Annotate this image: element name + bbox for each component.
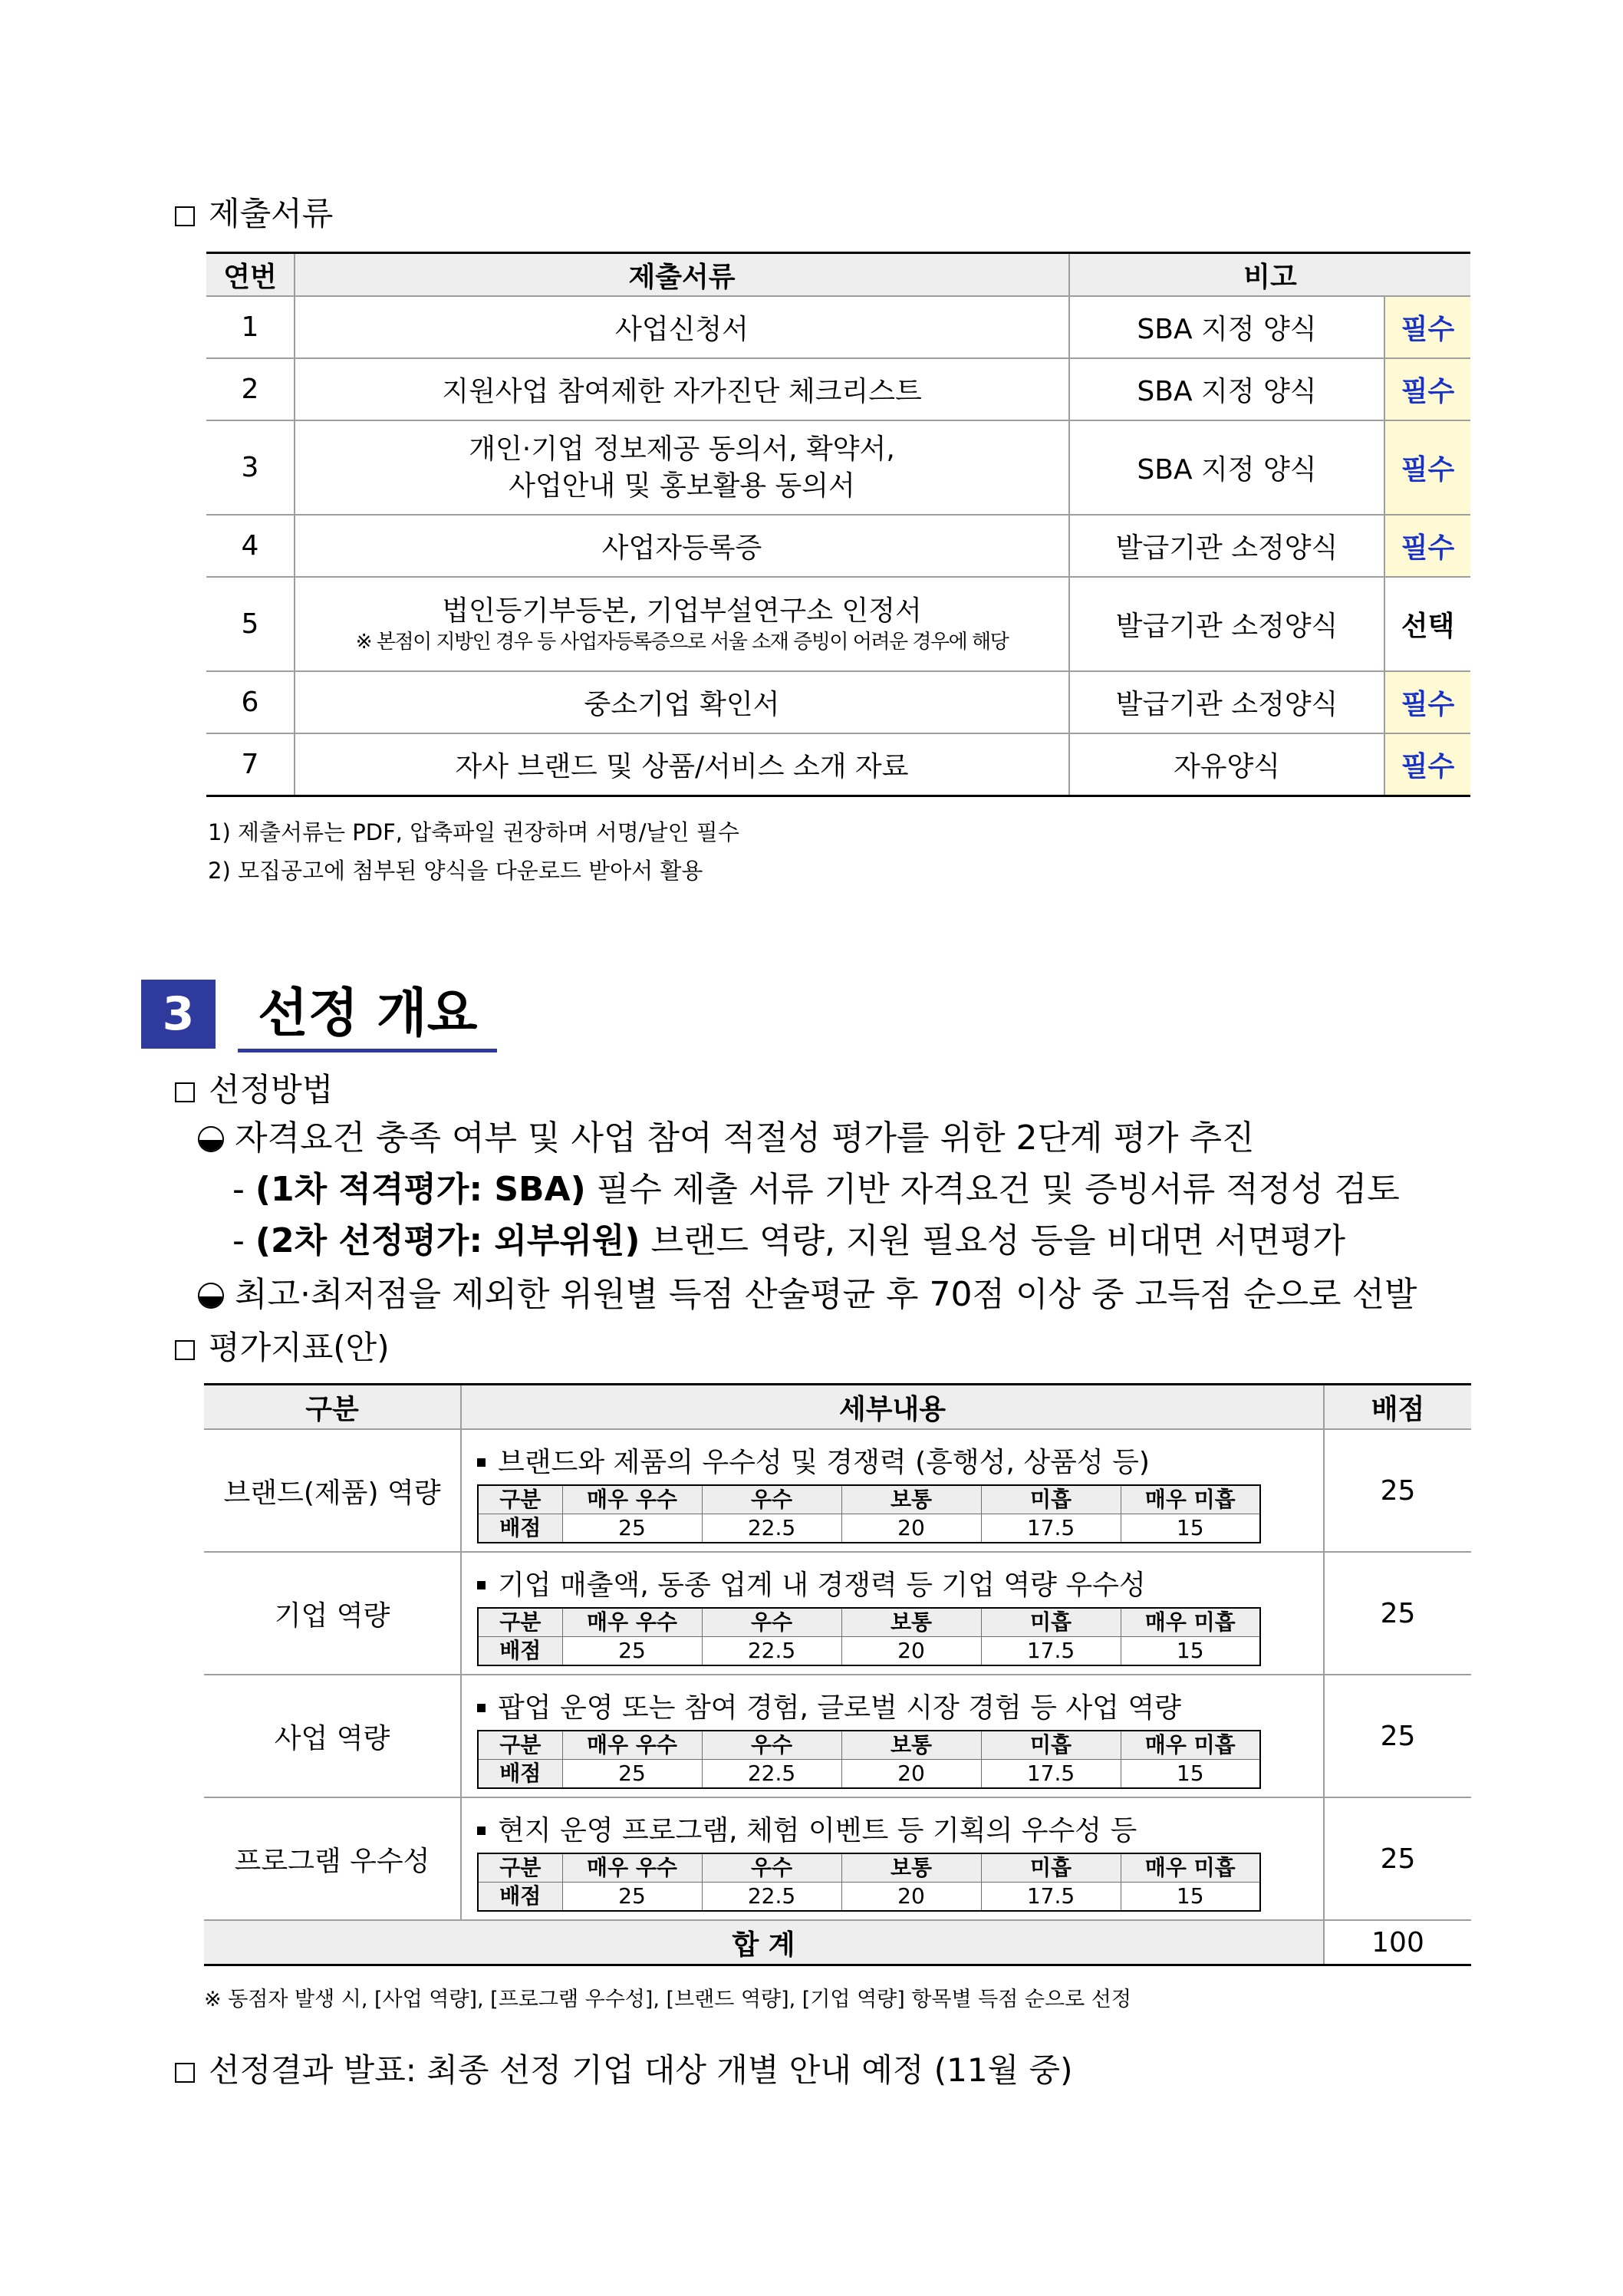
eval-detail-text: 브랜드와 제품의 우수성 및 경쟁력 (흥행성, 상품성 등) — [498, 1446, 1150, 1478]
half-circle-bullet-icon — [198, 1126, 224, 1152]
document-name — [295, 577, 1069, 671]
status-badge: 필수 — [1384, 515, 1470, 577]
row-number: 2 — [206, 358, 295, 420]
document-name: 지원사업 참여제한 자가진단 체크리스트 — [295, 358, 1069, 420]
square-bullet-icon — [477, 1704, 486, 1712]
table-row — [204, 1552, 1471, 1675]
document-note: 발급기관 소정양식 — [1069, 515, 1384, 577]
method-heading: 선정방법 — [175, 1069, 333, 1112]
total-value: 100 — [1324, 1920, 1471, 1965]
document-name: 사업자등록증 — [295, 515, 1069, 577]
score-scale-table: 구분 매우 우수 우수 보통 미흡 매우 미흡 배점 25 22.5 20 17.5 15 — [477, 1730, 1261, 1789]
eval-category: 브랜드(제품) 역량 — [204, 1429, 461, 1552]
eval-score: 25 — [1324, 1552, 1471, 1675]
col-header-no: 연번 — [206, 253, 295, 297]
eval-score: 25 — [1324, 1675, 1471, 1797]
document-name: 사업신청서 — [295, 296, 1069, 358]
row-number: 3 — [206, 420, 295, 515]
row-number: 5 — [206, 577, 295, 671]
status-badge: 필수 — [1384, 358, 1470, 420]
row-number: 4 — [206, 515, 295, 577]
result-heading: 선정결과 발표: 최종 선정 기업 대상 개별 안내 예정 (11월 중) — [175, 2049, 1072, 2092]
eval-score: 25 — [1324, 1797, 1471, 1920]
square-bullet-icon — [477, 1827, 486, 1835]
table-row — [204, 1797, 1471, 1920]
eval-category: 기업 역량 — [204, 1552, 461, 1675]
score-scale-table: 구분 매우 우수 우수 보통 미흡 매우 미흡 배점 25 22.5 20 17.5 15 — [477, 1853, 1261, 1912]
indicator-heading: 평가지표(안) — [175, 1326, 390, 1369]
document-name-line2: 사업안내 및 홍보활용 동의서 — [509, 469, 855, 502]
col-header-category: 구분 — [204, 1385, 461, 1430]
eval-detail — [461, 1429, 1324, 1552]
document-note-small: ※ 본점이 지방인 경우 등 사업자등록증으로 서울 소재 증빙이 어려운 경우에 해당 — [355, 630, 1009, 654]
section-title: 선정 개요 — [238, 980, 497, 1052]
col-header-doc: 제출서류 — [295, 253, 1069, 297]
checkbox-square-icon — [175, 206, 195, 226]
col-header-score: 배점 — [1324, 1385, 1471, 1430]
square-bullet-icon — [477, 1458, 486, 1467]
document-name-line1: 개인·기업 정보제공 동의서, 확약서, — [469, 433, 895, 465]
table-row — [206, 671, 1470, 733]
square-bullet-icon — [477, 1581, 486, 1589]
total-label: 합 계 — [204, 1920, 1324, 1965]
eval-detail — [461, 1797, 1324, 1920]
table-row — [204, 1429, 1471, 1552]
document-name: 중소기업 확인서 — [295, 671, 1069, 733]
document-note: SBA 지정 양식 — [1069, 296, 1384, 358]
row-number: 6 — [206, 671, 295, 733]
document-name: 자사 브랜드 및 상품/서비스 소개 자료 — [295, 733, 1069, 796]
checkbox-square-icon — [175, 1340, 195, 1360]
col-header-detail: 세부내용 — [461, 1385, 1324, 1430]
status-badge: 필수 — [1384, 733, 1470, 796]
document-note: 자유양식 — [1069, 733, 1384, 796]
table-row — [204, 1675, 1471, 1797]
checkbox-square-icon — [175, 1082, 195, 1102]
section-number: 3 — [141, 980, 216, 1049]
row-number: 7 — [206, 733, 295, 796]
eval-score: 25 — [1324, 1429, 1471, 1552]
total-row — [204, 1920, 1471, 1965]
half-circle-bullet-icon — [198, 1283, 224, 1309]
docs-footnote-2: 2) 모집공고에 첨부된 양식을 다운로드 받아서 활용 — [208, 858, 703, 884]
table-row — [206, 296, 1470, 358]
eval-detail — [461, 1552, 1324, 1675]
eval-category: 사업 역량 — [204, 1675, 461, 1797]
document-note: SBA 지정 양식 — [1069, 420, 1384, 515]
table-row — [206, 515, 1470, 577]
document-name-line1: 법인등기부등본, 기업부설연구소 인정서 — [442, 595, 922, 627]
eval-detail-text: 팝업 운영 또는 참여 경험, 글로벌 시장 경험 등 사업 역량 — [498, 1692, 1181, 1724]
evaluation-table-header — [204, 1385, 1471, 1430]
document-note: SBA 지정 양식 — [1069, 358, 1384, 420]
docs-heading: 제출서류 — [175, 193, 333, 236]
eval-category: 프로그램 우수성 — [204, 1797, 461, 1920]
method-sub-2: - (2차 선정평가: 외부위원) 브랜드 역량, 지원 필요성 등을 비대면 서면평가 — [232, 1221, 1345, 1260]
method-sub-1: - (1차 적격평가: SBA) 필수 제출 서류 기반 자격요건 및 증빙서류 적정성 검토 — [232, 1170, 1400, 1209]
score-scale-table: 구분 매우 우수 우수 보통 미흡 매우 미흡 배점 25 22.5 20 17.5 15 — [477, 1484, 1261, 1543]
eval-detail — [461, 1675, 1324, 1797]
table-row — [206, 358, 1470, 420]
table-row — [206, 420, 1470, 515]
document-note: 발급기관 소정양식 — [1069, 671, 1384, 733]
documents-table — [206, 252, 1470, 797]
docs-footnote-1: 1) 제출서류는 PDF, 압축파일 권장하며 서명/날인 필수 — [208, 819, 739, 845]
eval-detail-text: 기업 매출액, 동종 업계 내 경쟁력 등 기업 역량 우수성 — [498, 1569, 1146, 1601]
status-badge: 필수 — [1384, 420, 1470, 515]
tie-break-note: ※ 동점자 발생 시, [사업 역량], [프로그램 우수성], [브랜드 역량], [기업 역량] 항목별 득점 순으로 선정 — [204, 1988, 1131, 2011]
eval-detail-text: 현지 운영 프로그램, 체험 이벤트 등 기획의 우수성 등 — [498, 1814, 1137, 1846]
document-note: 발급기관 소정양식 — [1069, 577, 1384, 671]
documents-table-header — [206, 253, 1470, 297]
method-bullet-2: 최고·최저점을 제외한 위원별 득점 산술평균 후 70점 이상 중 고득점 순으로 선발 — [198, 1273, 1417, 1316]
evaluation-table — [204, 1383, 1471, 1966]
table-row — [206, 577, 1470, 671]
status-badge: 필수 — [1384, 296, 1470, 358]
table-row — [206, 733, 1470, 796]
score-scale-table: 구분 매우 우수 우수 보통 미흡 매우 미흡 배점 25 22.5 20 17.5 15 — [477, 1607, 1261, 1666]
status-badge: 필수 — [1384, 671, 1470, 733]
col-header-note: 비고 — [1069, 253, 1470, 297]
checkbox-square-icon — [175, 2063, 195, 2083]
method-bullet-1: 자격요건 충족 여부 및 사업 참여 적절성 평가를 위한 2단계 평가 추진 — [198, 1117, 1254, 1160]
status-badge: 선택 — [1384, 577, 1470, 671]
document-name — [295, 420, 1069, 515]
row-number: 1 — [206, 296, 295, 358]
